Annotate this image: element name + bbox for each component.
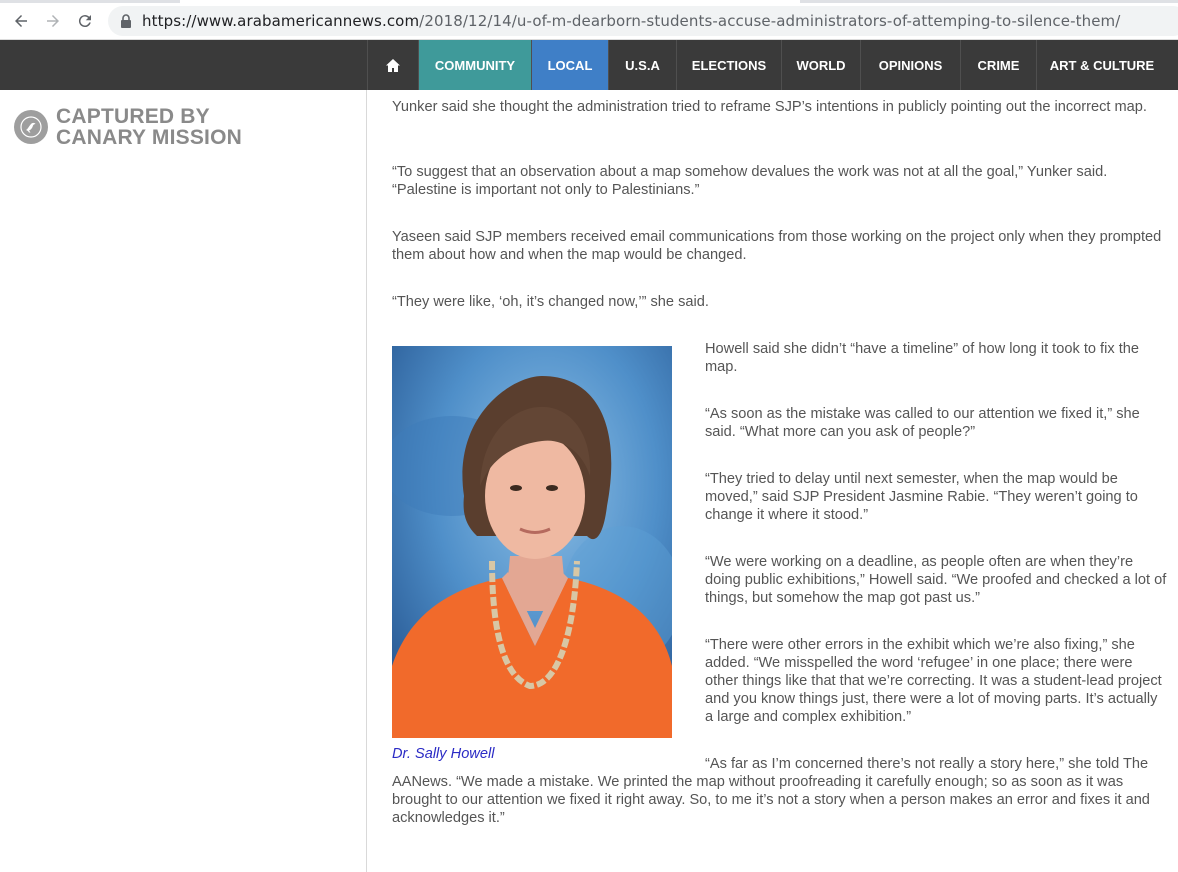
site-nav-bar	[0, 40, 1178, 90]
nav-elections[interactable]: ELECTIONS	[676, 40, 781, 90]
article-paragraph: “They tried to delay until next semester, when the map would be moved,” said SJP President Jasmine Rabie. “They weren’t going to change it where it stood.”	[705, 471, 1138, 523]
browser-toolbar	[0, 0, 1178, 40]
active-tab[interactable]	[180, 0, 800, 3]
photo-caption: Dr. Sally Howell	[392, 746, 495, 762]
address-bar[interactable]	[108, 6, 1178, 36]
reload-icon[interactable]	[74, 10, 96, 32]
url-text[interactable]	[142, 12, 1120, 30]
url-host: https://www.arabamericannews.com	[142, 12, 420, 30]
canary-bird-icon	[14, 110, 48, 144]
left-sidebar	[0, 90, 367, 872]
article-paragraph: Howell said she didn’t “have a timeline” of how long it took to fix the map.	[705, 341, 1139, 375]
article-paragraph: “There were other errors in the exhibit which we’re also fixing,” she added. “We misspelled the word ‘refugee’ in one place; there were other things like that that we’re correcting. It was a student-lead project and you know things just, there were a lot of moving parts. It’s actually a large and complex exhibition.”	[705, 637, 1162, 725]
article-paragraph: “They were like, ‘oh, it’s changed now,’” she said.	[392, 294, 709, 310]
nav-local[interactable]: LOCAL	[531, 40, 608, 90]
article-paragraph: “To suggest that an observation about a map somehow devalues the work was not at all the goal,” Yunker said. “Palestine is important not only to Palestinians.”	[392, 164, 1108, 198]
article-paragraph: Yunker said she thought the administration tried to reframe SJP’s intentions in publicly pointing out the incorrect map.	[392, 99, 1147, 115]
back-arrow-icon[interactable]	[10, 10, 32, 32]
nav-home[interactable]	[367, 40, 418, 90]
forward-arrow-icon[interactable]	[42, 10, 64, 32]
article-paragraph: Yaseen said SJP members received email communications from those working on the project only when they prompted them about how and when the map would be changed.	[392, 229, 1162, 263]
nav-usa[interactable]: U.S.A	[608, 40, 676, 90]
article-paragraph: “As far as I’m concerned there’s not really a story here,” she told The AANews. “We made a mistake. We printed the map without proofreading it carefully enough; so as soon as it was brought to our attention we fixed it right away. So, to me it’s not a story when a person makes an error and fixes it and acknowledges it.”	[392, 756, 1150, 826]
watermark-line-2: CANARY MISSION	[56, 126, 242, 149]
home-icon	[385, 58, 401, 73]
article-paragraph: “We were working on a deadline, as people often are when they’re doing public exhibitions,” Howell said. “We proofed and checked a lot of things, but somehow the map got past us.”	[705, 554, 1167, 606]
watermark-line-1: CAPTURED BY	[56, 105, 210, 128]
nav-world[interactable]: WORLD	[781, 40, 860, 90]
url-path: /2018/12/14/u-of-m-dearborn-students-accuse-administrators-of-attemping-to-silence-them/	[419, 12, 1121, 30]
article-paragraph: “As soon as the mistake was called to our attention we fixed it,” she said. “What more can you ask of people?”	[705, 406, 1140, 440]
tab-strip	[0, 0, 1178, 3]
lock-icon	[120, 14, 132, 28]
portrait-photo[interactable]	[392, 346, 672, 738]
watermark-text	[56, 106, 242, 148]
canary-mission-watermark	[14, 106, 242, 148]
nav-community[interactable]: COMMUNITY	[418, 40, 531, 90]
nav-opinions[interactable]: OPINIONS	[860, 40, 960, 90]
nav-art-culture[interactable]: ART & CULTURE	[1036, 40, 1167, 90]
nav-crime[interactable]: CRIME	[960, 40, 1036, 90]
nav-menu	[367, 40, 1167, 90]
